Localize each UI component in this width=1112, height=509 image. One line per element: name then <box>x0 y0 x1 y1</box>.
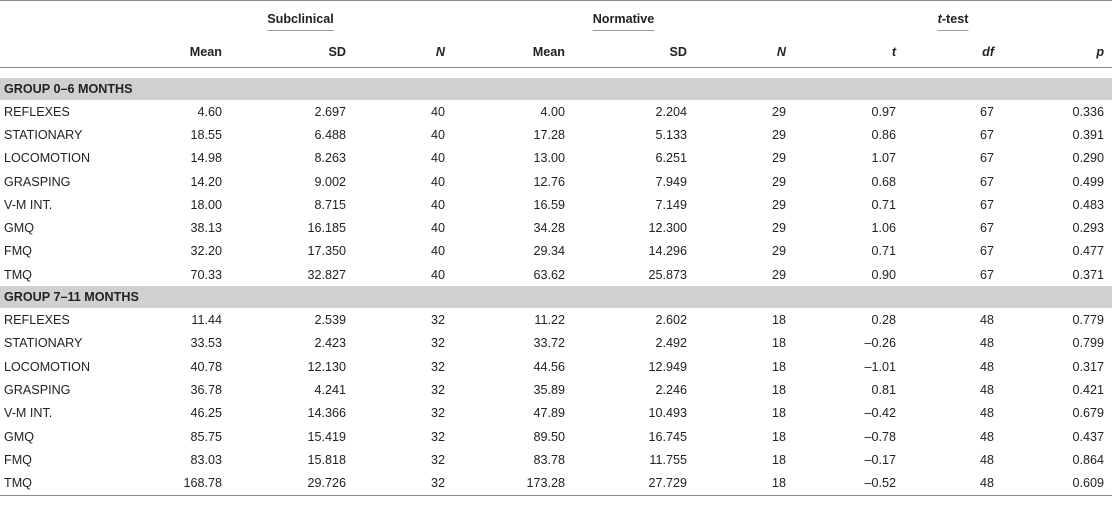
cell-df: 48 <box>980 336 995 351</box>
col-nor-n: N <box>695 36 794 68</box>
cell-sub-sd: 2.423 <box>314 336 346 351</box>
header-normative <box>453 1 794 37</box>
cell-nor-sd: 5.133 <box>655 127 687 142</box>
cell-nor-mean: 89.50 <box>533 429 565 444</box>
table-row <box>0 448 1112 471</box>
cell-t: 0.90 <box>871 267 897 282</box>
cell-nor-sd: 10.493 <box>648 406 687 421</box>
row-label: TMQ <box>0 471 148 495</box>
cell-sub-sd: 2.539 <box>314 313 346 328</box>
cell-df: 48 <box>980 313 995 328</box>
cell-sub-mean: 33.53 <box>190 336 222 351</box>
cell-nor-sd: 14.296 <box>648 244 687 259</box>
group-header-row <box>0 78 1112 100</box>
col-nor-sd: SD <box>573 36 695 68</box>
cell-t: –0.26 <box>864 336 897 351</box>
cell-sub-sd: 9.002 <box>314 174 346 189</box>
cell-t: 0.86 <box>871 127 897 142</box>
cell-nor-sd: 6.251 <box>655 151 687 166</box>
row-label: GMQ <box>4 429 35 444</box>
row-label: V-M INT. <box>4 406 53 421</box>
cell-sub-mean: 83.03 <box>190 452 222 467</box>
cell-nor-sd: 16.745 <box>648 429 687 444</box>
cell-sub-n: 40 <box>430 221 445 236</box>
cell-nor-mean: 16.59 <box>533 197 565 212</box>
header-empty-cell <box>0 1 148 37</box>
cell-nor-mean: 29.34 <box>533 244 565 259</box>
table-row <box>0 147 1112 170</box>
cell-nor-mean: 12.76 <box>533 174 565 189</box>
cell-sub-n: 32 <box>430 382 445 397</box>
row-label: V-M INT. <box>4 197 53 212</box>
cell-p: 0.477 <box>1072 244 1105 259</box>
cell-sub-n: 32 <box>430 359 445 374</box>
table-row <box>0 100 1112 123</box>
row-label: STATIONARY <box>4 336 83 351</box>
header-ttest-label <box>938 12 969 26</box>
col-p: p <box>1002 36 1112 68</box>
spacer-row <box>0 68 1112 79</box>
cell-sub-sd: 32.827 <box>307 267 346 282</box>
cell-sub-mean: 168.78 <box>148 471 230 495</box>
row-label: REFLEXES <box>4 313 70 328</box>
cell-df: 67 <box>980 127 995 142</box>
cell-sub-n: 40 <box>430 267 445 282</box>
cell-nor-n: 29 <box>772 127 787 142</box>
header-ttest-suffix: -test <box>941 11 969 26</box>
cell-sub-mean: 40.78 <box>190 359 222 374</box>
cell-t: –0.17 <box>864 452 897 467</box>
row-label: FMQ <box>4 244 32 259</box>
cell-sub-mean: 18.00 <box>190 197 222 212</box>
row-label: LOCOMOTION <box>4 359 91 374</box>
cell-sub-n: 32 <box>430 406 445 421</box>
cell-nor-sd: 7.149 <box>655 197 687 212</box>
table-row <box>0 378 1112 401</box>
row-label: LOCOMOTION <box>4 151 91 166</box>
cell-sub-mean: 85.75 <box>190 429 222 444</box>
cell-p: 0.437 <box>1072 429 1105 444</box>
cell-p: 0.799 <box>1072 336 1105 351</box>
cell-sub-mean: 46.25 <box>190 406 222 421</box>
header-normative-label: Normative <box>592 11 655 26</box>
cell-nor-n: 29 <box>772 197 787 212</box>
cell-sub-sd: 15.419 <box>307 429 346 444</box>
cell-p: 0.317 <box>1072 359 1105 374</box>
cell-sub-sd: 2.697 <box>314 104 346 119</box>
header-ttest <box>794 1 1112 37</box>
cell-sub-mean: 11.44 <box>191 313 222 328</box>
cell-nor-mean: 33.72 <box>533 336 565 351</box>
cell-nor-n: 18 <box>772 406 787 421</box>
table-row <box>0 240 1112 263</box>
cell-df: 48 <box>904 471 1002 495</box>
cell-p: 0.779 <box>1072 313 1105 328</box>
cell-sub-n: 40 <box>430 197 445 212</box>
cell-nor-sd: 2.602 <box>655 313 687 328</box>
cell-t: 0.97 <box>871 104 897 119</box>
cell-sub-mean: 38.13 <box>190 221 222 236</box>
table-row <box>0 193 1112 216</box>
cell-t: –0.78 <box>864 429 897 444</box>
cell-nor-sd: 25.873 <box>648 267 687 282</box>
cell-t: 1.06 <box>871 221 897 236</box>
header-group-row <box>0 1 1112 37</box>
cell-p: 0.421 <box>1072 382 1105 397</box>
cell-sub-n: 40 <box>430 127 445 142</box>
cell-nor-n: 29 <box>772 267 787 282</box>
row-label: FMQ <box>4 452 32 467</box>
cell-sub-mean: 36.78 <box>190 382 222 397</box>
header-label-cell <box>0 36 148 68</box>
cell-sub-mean: 70.33 <box>190 267 222 282</box>
cell-sub-n: 32 <box>430 429 445 444</box>
table-header <box>0 1 1112 68</box>
cell-sub-n: 40 <box>430 104 445 119</box>
col-df: df <box>904 36 1002 68</box>
header-subclinical-label: Subclinical <box>267 11 334 26</box>
row-label: TMQ <box>4 267 32 282</box>
cell-nor-n: 29 <box>772 244 787 259</box>
cell-nor-mean: 173.28 <box>453 471 573 495</box>
cell-nor-sd: 12.300 <box>648 221 687 236</box>
row-label: REFLEXES <box>4 104 70 119</box>
cell-nor-mean: 47.89 <box>533 406 565 421</box>
cell-nor-mean: 83.78 <box>533 452 565 467</box>
cell-sub-sd: 14.366 <box>307 406 346 421</box>
cell-nor-n: 29 <box>772 174 787 189</box>
cell-nor-sd: 11.755 <box>649 452 687 467</box>
row-label: GRASPING <box>4 382 71 397</box>
table-row <box>0 332 1112 355</box>
cell-df: 48 <box>980 452 995 467</box>
cell-p: 0.293 <box>1072 221 1105 236</box>
col-t: t <box>794 36 904 68</box>
table-row <box>0 402 1112 425</box>
table-row <box>0 123 1112 146</box>
cell-t: 0.71 <box>871 244 897 259</box>
table-body <box>0 68 1112 496</box>
table-row <box>0 216 1112 239</box>
cell-nor-n: 18 <box>772 382 787 397</box>
cell-nor-n: 18 <box>772 359 787 374</box>
cell-df: 48 <box>980 359 995 374</box>
cell-t: 0.81 <box>871 382 897 397</box>
cell-df: 67 <box>980 244 995 259</box>
header-column-row <box>0 36 1112 68</box>
cell-nor-sd: 12.949 <box>648 359 687 374</box>
cell-sub-n: 32 <box>354 471 453 495</box>
cell-nor-sd: 2.204 <box>655 104 687 119</box>
cell-p: 0.391 <box>1072 127 1105 142</box>
cell-nor-mean: 17.28 <box>533 127 565 142</box>
cell-df: 48 <box>980 382 995 397</box>
cell-sub-sd: 15.818 <box>307 452 346 467</box>
cell-t: –0.52 <box>794 471 904 495</box>
cell-sub-sd: 29.726 <box>230 471 354 495</box>
table-row <box>0 170 1112 193</box>
cell-nor-n: 18 <box>695 471 794 495</box>
cell-sub-sd: 4.241 <box>314 382 346 397</box>
cell-df: 67 <box>980 197 995 212</box>
row-label: GMQ <box>4 221 35 236</box>
cell-nor-mean: 34.28 <box>533 221 565 236</box>
cell-df: 48 <box>980 429 995 444</box>
col-sub-n: N <box>354 36 453 68</box>
cell-t: –0.42 <box>864 406 897 421</box>
cell-p: 0.679 <box>1072 406 1105 421</box>
cell-sub-n: 32 <box>430 452 445 467</box>
cell-sub-sd: 8.263 <box>314 151 346 166</box>
cell-sub-sd: 16.185 <box>307 221 346 236</box>
cell-sub-n: 40 <box>430 151 445 166</box>
cell-df: 67 <box>980 104 995 119</box>
group-header-row <box>0 286 1112 308</box>
cell-p: 0.371 <box>1072 267 1105 282</box>
cell-p: 0.483 <box>1072 197 1105 212</box>
cell-nor-n: 29 <box>772 104 787 119</box>
cell-sub-n: 40 <box>430 244 445 259</box>
cell-nor-mean: 4.00 <box>540 104 565 119</box>
cell-p: 0.499 <box>1072 174 1105 189</box>
cell-t: 0.28 <box>871 313 897 328</box>
cell-sub-sd: 17.350 <box>307 244 346 259</box>
cell-sub-mean: 18.55 <box>190 127 222 142</box>
cell-sub-mean: 4.60 <box>197 104 222 119</box>
row-label: STATIONARY <box>4 127 83 142</box>
table-row <box>0 425 1112 448</box>
cell-nor-n: 18 <box>772 429 787 444</box>
table-row <box>0 308 1112 331</box>
cell-nor-n: 29 <box>772 221 787 236</box>
cell-nor-mean: 11.22 <box>534 313 565 328</box>
cell-p: 0.864 <box>1072 452 1105 467</box>
cell-nor-n: 29 <box>772 151 787 166</box>
cell-df: 67 <box>980 174 995 189</box>
cell-nor-n: 18 <box>772 336 787 351</box>
cell-nor-sd: 2.492 <box>655 336 687 351</box>
cell-t: –1.01 <box>864 359 897 374</box>
cell-nor-n: 18 <box>772 313 787 328</box>
spacer-cell <box>0 68 1112 79</box>
table-row <box>0 263 1112 286</box>
cell-df: 67 <box>980 221 995 236</box>
cell-nor-sd: 27.729 <box>573 471 695 495</box>
header-subclinical <box>148 1 453 37</box>
table-row <box>0 355 1112 378</box>
cell-sub-sd: 8.715 <box>314 197 346 212</box>
cell-t: 0.71 <box>871 197 897 212</box>
cell-df: 48 <box>980 406 995 421</box>
cell-sub-mean: 14.20 <box>190 174 222 189</box>
cell-t: 0.68 <box>871 174 897 189</box>
cell-sub-sd: 12.130 <box>307 359 346 374</box>
cell-df: 67 <box>980 267 995 282</box>
cell-nor-mean: 35.89 <box>533 382 565 397</box>
cell-nor-n: 18 <box>772 452 787 467</box>
cell-sub-mean: 32.20 <box>190 244 222 259</box>
group-title: GROUP 7–11 MONTHS <box>0 286 1112 308</box>
table-row <box>0 471 1112 495</box>
cell-p: 0.290 <box>1072 151 1105 166</box>
cell-sub-n: 32 <box>430 313 445 328</box>
group-title: GROUP 0–6 MONTHS <box>0 78 1112 100</box>
cell-sub-n: 32 <box>430 336 445 351</box>
cell-sub-n: 40 <box>430 174 445 189</box>
cell-nor-mean: 63.62 <box>533 267 565 282</box>
col-sub-sd: SD <box>230 36 354 68</box>
cell-nor-mean: 44.56 <box>533 359 565 374</box>
cell-df: 67 <box>980 151 995 166</box>
header-ttest-italic-t: t <box>937 11 942 26</box>
row-label: GRASPING <box>4 174 71 189</box>
col-nor-mean: Mean <box>453 36 573 68</box>
cell-nor-sd: 7.949 <box>655 174 687 189</box>
cell-p: 0.609 <box>1002 471 1112 495</box>
col-sub-mean: Mean <box>148 36 230 68</box>
cell-sub-sd: 6.488 <box>314 127 346 142</box>
cell-sub-mean: 14.98 <box>190 151 222 166</box>
cell-nor-mean: 13.00 <box>533 151 565 166</box>
cell-p: 0.336 <box>1072 104 1105 119</box>
cell-nor-sd: 2.246 <box>655 382 687 397</box>
cell-t: 1.07 <box>871 151 897 166</box>
